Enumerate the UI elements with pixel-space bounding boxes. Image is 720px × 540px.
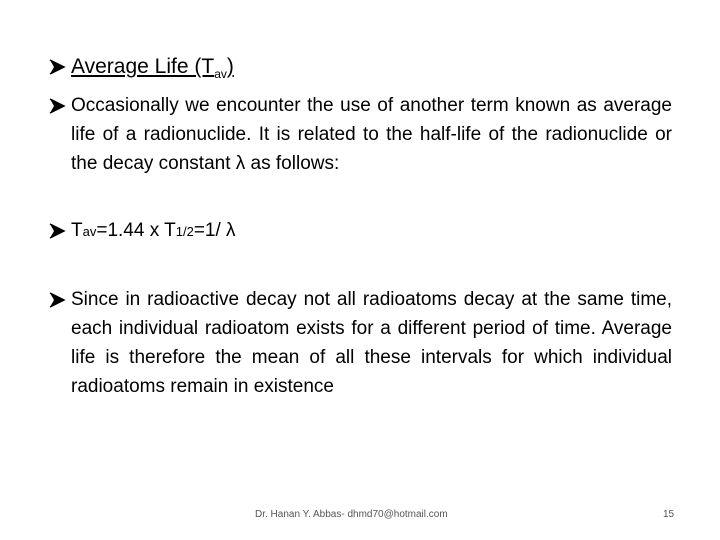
equation-text: Tav=1.44 x T1/2=1/ λ xyxy=(71,220,236,241)
footer-author: Dr. Hanan Y. Abbas- dhmd70@hotmail.com xyxy=(255,509,448,520)
arrow-bullet-icon xyxy=(48,52,66,81)
arrow-bullet-icon xyxy=(48,216,66,245)
bullet-definition xyxy=(48,91,672,178)
page-number: 15 xyxy=(663,509,675,520)
arrow-bullet-icon xyxy=(48,91,66,120)
bullet-equation xyxy=(48,216,672,246)
arrow-bullet-icon xyxy=(48,285,66,314)
title-bullet xyxy=(48,52,672,89)
bullet-text: Occasionally we encounter the use of another term known as average life of a radionuclide. It is related to the half-life of the radionuclide or the decay constant λ as follows: xyxy=(71,95,672,174)
bullet-explanation xyxy=(48,285,672,401)
slide-title: Average Life $(T_{av})$ xyxy=(71,55,234,81)
bullet-text: Since in radioactive decay not all radioatoms decay at the same time, each individual radioatom exists for a different period of time. Average life is therefore the mean of all these intervals for which individual radioatoms remain in existence xyxy=(71,289,672,397)
